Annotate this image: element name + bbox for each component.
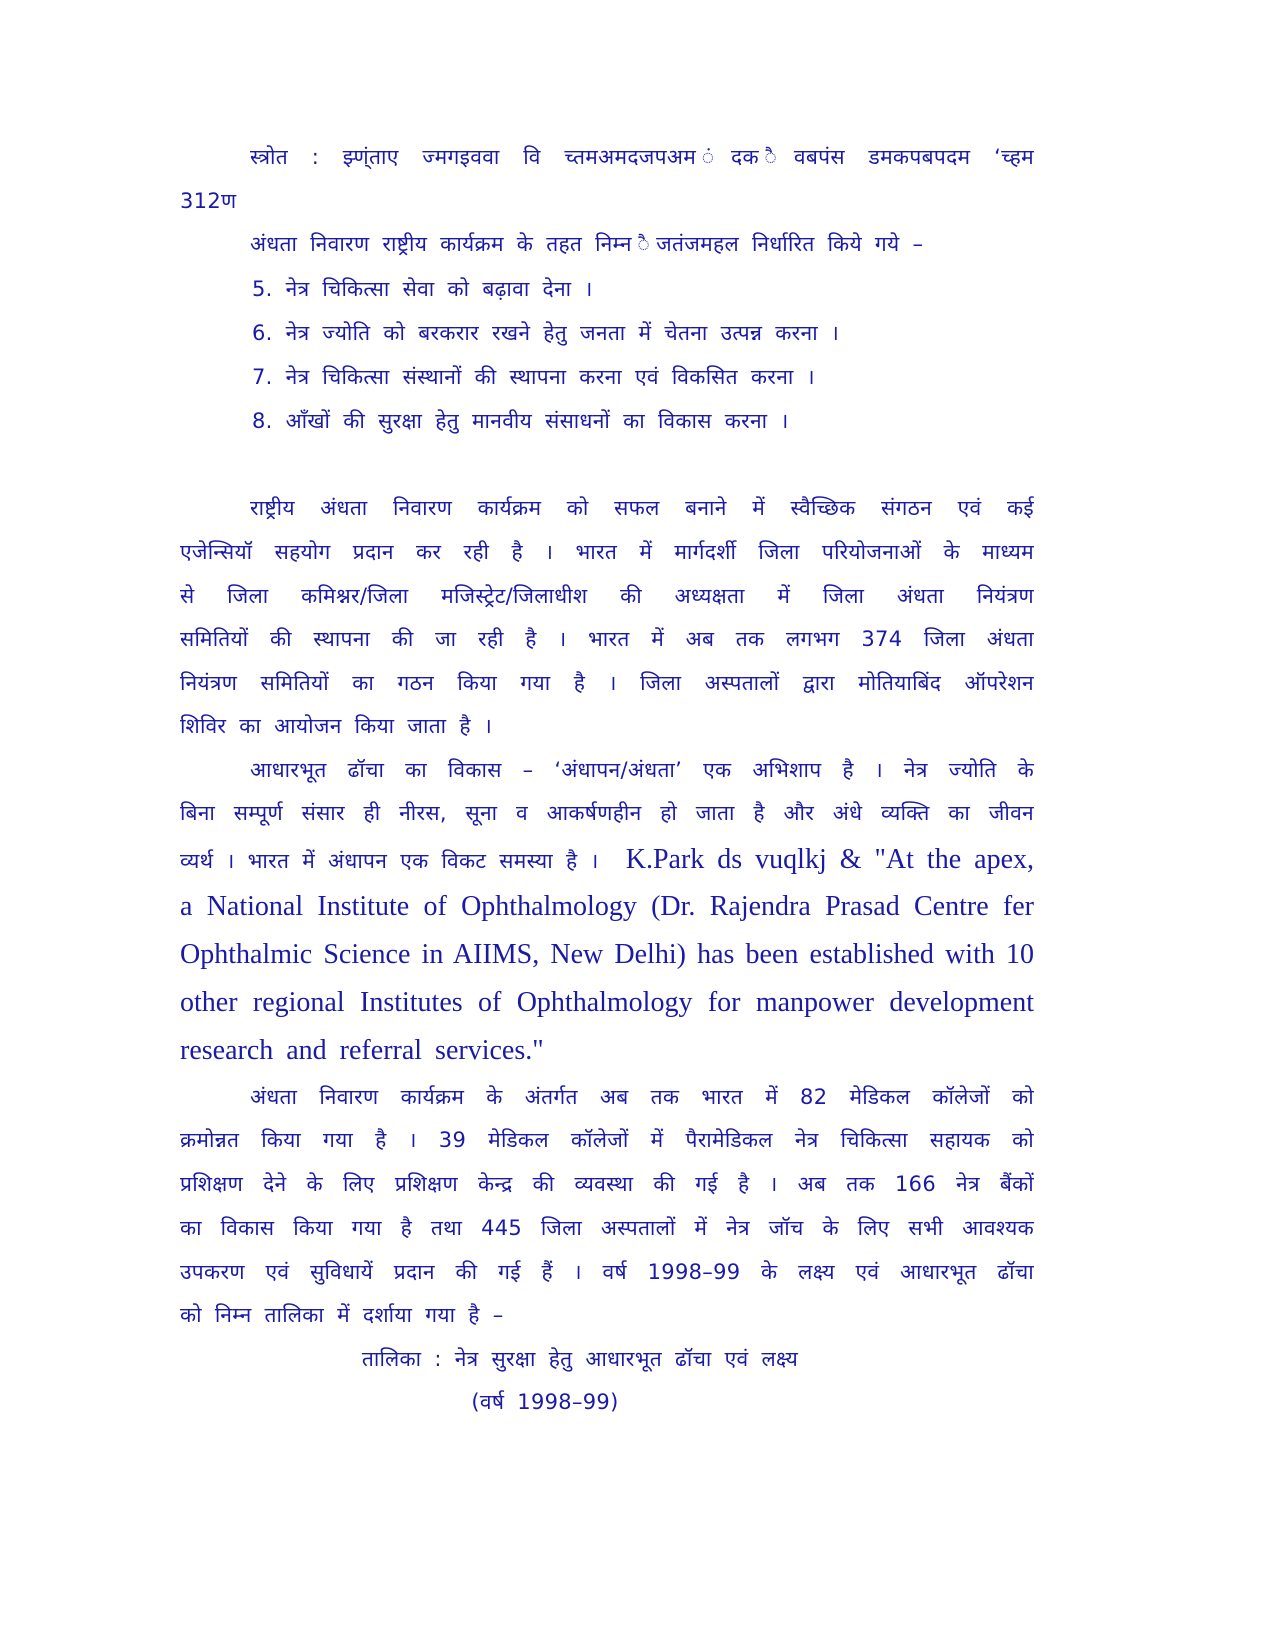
paragraph-3-line: को निम्न तालिका में दर्शाया गया है – xyxy=(180,1303,504,1327)
objective-item: 8. आँखों की सुरक्षा हेतु मानवीय संसाधनों का विकास करना । xyxy=(252,409,789,433)
english-quote-line: other regional Institutes of Ophthalmology for manpower development xyxy=(180,987,1034,1018)
paragraph-1-line: से जिला कमिश्नर/जिला मजिस्ट्रेट/जिलाधीश की अध्यक्षता में जिला अंधता नियंत्रण xyxy=(180,584,1034,608)
paragraph-3-line: का विकास किया गया है तथा 445 जिला अस्पतालों में नेत्र जॉच के लिए सभी आवश्यक xyxy=(180,1216,1034,1240)
paragraph-2-mixed-hindi: व्यर्थ । भारत में अंधापन एक विकट समस्या है । xyxy=(180,849,599,873)
objective-item: 7. नेत्र चिकित्सा संस्थानों की स्थापना करना एवं विकसित करना । xyxy=(252,365,815,389)
paragraph-1-line: समितियों की स्थापना की जा रही है । भारत में अब तक लगभग 374 जिला अंधता xyxy=(180,627,1034,651)
paragraph-1-line: एजेन्सियॉ सहयोग प्रदान कर रही है । भारत में मार्गदर्शी जिला परियोजनाओं के माध्यम xyxy=(180,540,1034,564)
source-line-1: स्त्रोत : झ्ण्ंताए ज्मगइववा वि च्तमअमदजपअम ंदक ैवबपंस डमकपबपदम ‘च्हम xyxy=(250,145,1034,169)
table-caption-subtitle: (वर्ष 1998–99) xyxy=(471,1390,619,1414)
objectives-intro: अंधता निवारण राष्ट्रीय कार्यक्रम के तहत निम्न ैजतंजमहल निर्धारित किये गये – xyxy=(250,232,924,256)
paragraph-1-line: राष्ट्रीय अंधता निवारण कार्यक्रम को सफल बनाने में स्वैच्छिक संगठन एवं कई xyxy=(250,496,1034,520)
paragraph-3-line: उपकरण एवं सुविधायें प्रदान की गई हैं । वर्ष 1998–99 के लक्ष्य एवं आधारभूत ढॉचा xyxy=(180,1260,1034,1284)
paragraph-3-line: अंधता निवारण कार्यक्रम के अंतर्गत अब तक भारत में 82 मेडिकल कॉलेजों को xyxy=(250,1085,1034,1109)
paragraph-2-mixed-english: K.Park ds vuqlkj & "At the apex, xyxy=(625,844,1034,875)
table-caption-title: तालिका : नेत्र सुरक्षा हेतु आधारभूत ढॉचा एवं लक्ष्य xyxy=(361,1347,799,1371)
english-quote-line: Ophthalmic Science in AIIMS, New Delhi) has been established with 10 xyxy=(180,939,1034,970)
paragraph-2-line: आधारभूत ढॉचा का विकास – ‘अंधापन/अंधता’ एक अभिशाप है । नेत्र ज्योति के xyxy=(250,758,1034,782)
paragraph-1-line: नियंत्रण समितियों का गठन किया गया है । जिला अस्पतालों द्वारा मोतियाबिंद ऑपरेशन xyxy=(180,671,1034,695)
english-quote-line: a National Institute of Ophthalmology (Dr. Rajendra Prasad Centre fer xyxy=(180,891,1034,922)
paragraph-1-line: शिविर का आयोजन किया जाता है । xyxy=(180,714,493,738)
objective-item: 5. नेत्र चिकित्सा सेवा को बढ़ावा देना । xyxy=(252,277,593,301)
paragraph-2-line: बिना सम्पूर्ण संसार ही नीरस, सूना व आकर्षणहीन हो जाता है और अंधे व्यक्ति का जीवन xyxy=(180,801,1034,825)
english-quote-line: research and referral services." xyxy=(180,1035,544,1066)
source-line-2: 312ण xyxy=(180,189,237,213)
paragraph-2-mixed-line xyxy=(180,840,1034,880)
paragraph-3-line: प्रशिक्षण देने के लिए प्रशिक्षण केन्द्र की व्यवस्था की गई है । अब तक 166 नेत्र बैंकों xyxy=(180,1172,1034,1196)
paragraph-3-line: क्रमोन्नत किया गया है । 39 मेडिकल कॉलेजों में पैरामेडिकल नेत्र चिकित्सा सहायक को xyxy=(180,1128,1034,1152)
objective-item: 6. नेत्र ज्योति को बरकरार रखने हेतु जनता में चेतना उत्पन्न करना । xyxy=(252,321,840,345)
